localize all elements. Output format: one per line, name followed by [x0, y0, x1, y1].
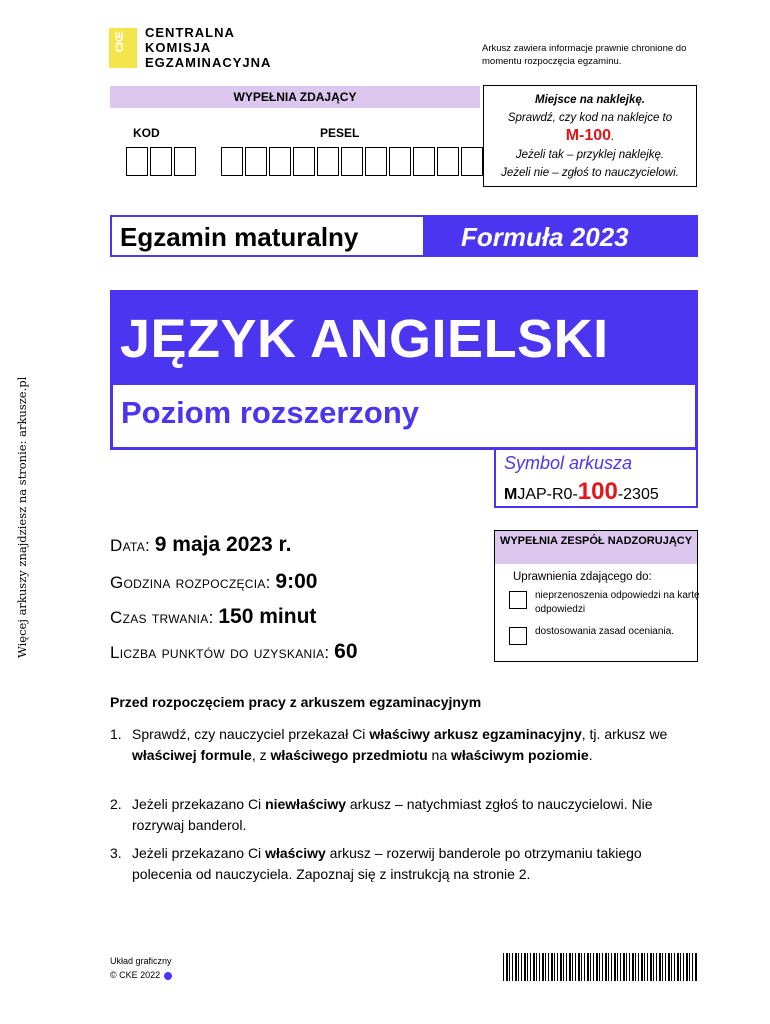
pesel-box[interactable]	[221, 147, 243, 176]
pesel-input-boxes[interactable]	[221, 147, 485, 176]
instruction-emphasis: właściwego przedmiotu	[270, 747, 428, 763]
pesel-box[interactable]	[365, 147, 387, 176]
exam-formula: Formuła 2023	[423, 217, 696, 255]
pesel-box[interactable]	[389, 147, 411, 176]
sticker-area[interactable]	[483, 85, 697, 187]
logo-line-2: KOMISJA	[145, 40, 212, 55]
pesel-box[interactable]	[269, 147, 291, 176]
instruction-segment: arkusz – natychmiast zgłoś to nauczycielowi. Nie rozrywaj banderol.	[132, 796, 653, 833]
instruction-emphasis: właściwej formule	[132, 747, 252, 763]
duration-value: 150 minut	[218, 605, 317, 628]
kod-label: KOD	[133, 126, 160, 140]
pesel-box[interactable]	[437, 147, 459, 176]
kod-input-boxes[interactable]	[126, 147, 198, 176]
sticker-line-2: Jeżeli tak – przyklej naklejkę.	[515, 149, 665, 161]
option-2-label: dostosowania zasad oceniania.	[535, 626, 674, 637]
footer-line-1: Układ graficzny	[110, 956, 172, 966]
instruction-segment: , z	[251, 747, 271, 763]
pesel-box[interactable]	[341, 147, 363, 176]
logo-line-3: EGZAMINACYJNA	[145, 55, 272, 70]
date-value: 9 maja 2023 r.	[154, 533, 292, 556]
exam-title-bar	[110, 215, 698, 257]
instruction-number: 2.	[110, 796, 122, 812]
logo-line-1: CENTRALNA	[145, 25, 235, 40]
instruction-segment: na	[427, 747, 451, 763]
points-value: 60	[334, 640, 358, 663]
info-points	[110, 640, 358, 664]
instruction-number: 1.	[110, 726, 122, 742]
kod-box[interactable]	[174, 147, 196, 176]
option-1-label: nieprzenoszenia odpowiedzi na kartę odpowiedzi	[535, 590, 700, 615]
pesel-box[interactable]	[245, 147, 267, 176]
instruction-emphasis: właściwy arkusz egzaminacyjny	[369, 726, 582, 742]
subject-block	[110, 290, 698, 450]
sticker-line-3: Jeżeli nie – zgłoś to nauczycielowi.	[501, 167, 679, 179]
option-1-checkbox[interactable]	[509, 591, 527, 609]
symbol-prefix: JAP-R0-	[517, 486, 578, 503]
info-start-time	[110, 570, 317, 594]
instruction-text	[132, 843, 692, 885]
level-box	[113, 385, 695, 447]
sticker-code: M-100	[565, 127, 612, 144]
instruction-segment: Sprawdź, czy nauczyciel przekazał Ci	[132, 726, 370, 742]
instruction-segment: arkusz – rozerwij banderole po otrzymaniu takiego polecenia od nauczyciela. Zapoznaj się z instrukcją na stronie 2.	[132, 845, 642, 882]
team-subtitle: Uprawnienia zdającego do:	[513, 571, 652, 583]
start-value: 9:00	[275, 570, 318, 593]
option-2-checkbox[interactable]	[509, 627, 527, 645]
sticker-title: Miejsce na naklejkę.	[535, 94, 645, 106]
cke-logo-mark	[109, 28, 137, 68]
info-duration	[110, 605, 316, 629]
instruction-number: 3.	[110, 845, 122, 861]
points-label: Liczba punktów do uzyskania:	[110, 643, 330, 662]
instructions-title: Przed rozpoczęciem pracy z arkuszem egzaminacyjnym	[110, 694, 482, 710]
kod-box[interactable]	[150, 147, 172, 176]
pesel-box[interactable]	[317, 147, 339, 176]
protection-note: Arkusz zawiera informacje prawnie chronione do momentu rozpoczęcia egzaminu.	[482, 43, 687, 67]
instruction-emphasis: niewłaściwy	[265, 796, 346, 812]
fill-in-header: WYPEŁNIA ZDAJĄCY	[110, 86, 480, 108]
instruction-text	[132, 794, 692, 836]
pesel-label: PESEL	[320, 126, 360, 140]
exam-name: Egzamin maturalny	[112, 217, 423, 255]
sticker-code-suffix: .	[611, 131, 615, 143]
symbol-code	[504, 478, 659, 506]
symbol-label: Symbol arkusza	[504, 453, 633, 473]
symbol-prefix-bold: M	[504, 486, 518, 503]
duration-label: Czas trwania:	[110, 608, 214, 627]
symbol-number: 100	[577, 478, 618, 505]
logo-mark-letters: CKE	[114, 32, 126, 53]
footer	[110, 954, 172, 982]
instruction-emphasis: właściwy	[265, 845, 326, 861]
side-text-label: Więcej arkuszy znajdziesz na stronie: arkusze.pl	[15, 376, 29, 658]
pesel-box[interactable]	[293, 147, 315, 176]
date-label: Data:	[110, 536, 151, 555]
instruction-segment: Jeżeli przekazano Ci	[132, 796, 266, 812]
level-label: Poziom rozszerzony	[121, 395, 419, 430]
instruction-segment: .	[588, 747, 593, 763]
info-date	[110, 533, 291, 557]
pesel-box[interactable]	[461, 147, 483, 176]
symbol-suffix: -2305	[617, 486, 659, 503]
footer-dot-icon	[164, 972, 172, 980]
pesel-box[interactable]	[413, 147, 435, 176]
instruction-segment: , tj. arkusz we	[581, 726, 668, 742]
subject-title: JĘZYK ANGIELSKI	[120, 309, 609, 369]
footer-line-2: © CKE 2022	[110, 970, 161, 980]
side-watermark	[15, 370, 35, 660]
supervision-team-box	[494, 530, 698, 662]
kod-box[interactable]	[126, 147, 148, 176]
team-header: WYPEŁNIA ZESPÓŁ NADZORUJĄCY	[495, 531, 697, 564]
cke-logo-text	[145, 25, 271, 70]
instruction-emphasis: właściwym poziomie	[451, 747, 589, 763]
start-label: Godzina rozpoczęcia:	[110, 573, 271, 592]
instruction-text	[132, 724, 692, 766]
sticker-line-1: Sprawdź, czy kod na naklejce to	[507, 112, 673, 124]
barcode-image	[503, 953, 697, 981]
instruction-segment: Jeżeli przekazano Ci	[132, 845, 266, 861]
symbol-box	[494, 450, 698, 508]
